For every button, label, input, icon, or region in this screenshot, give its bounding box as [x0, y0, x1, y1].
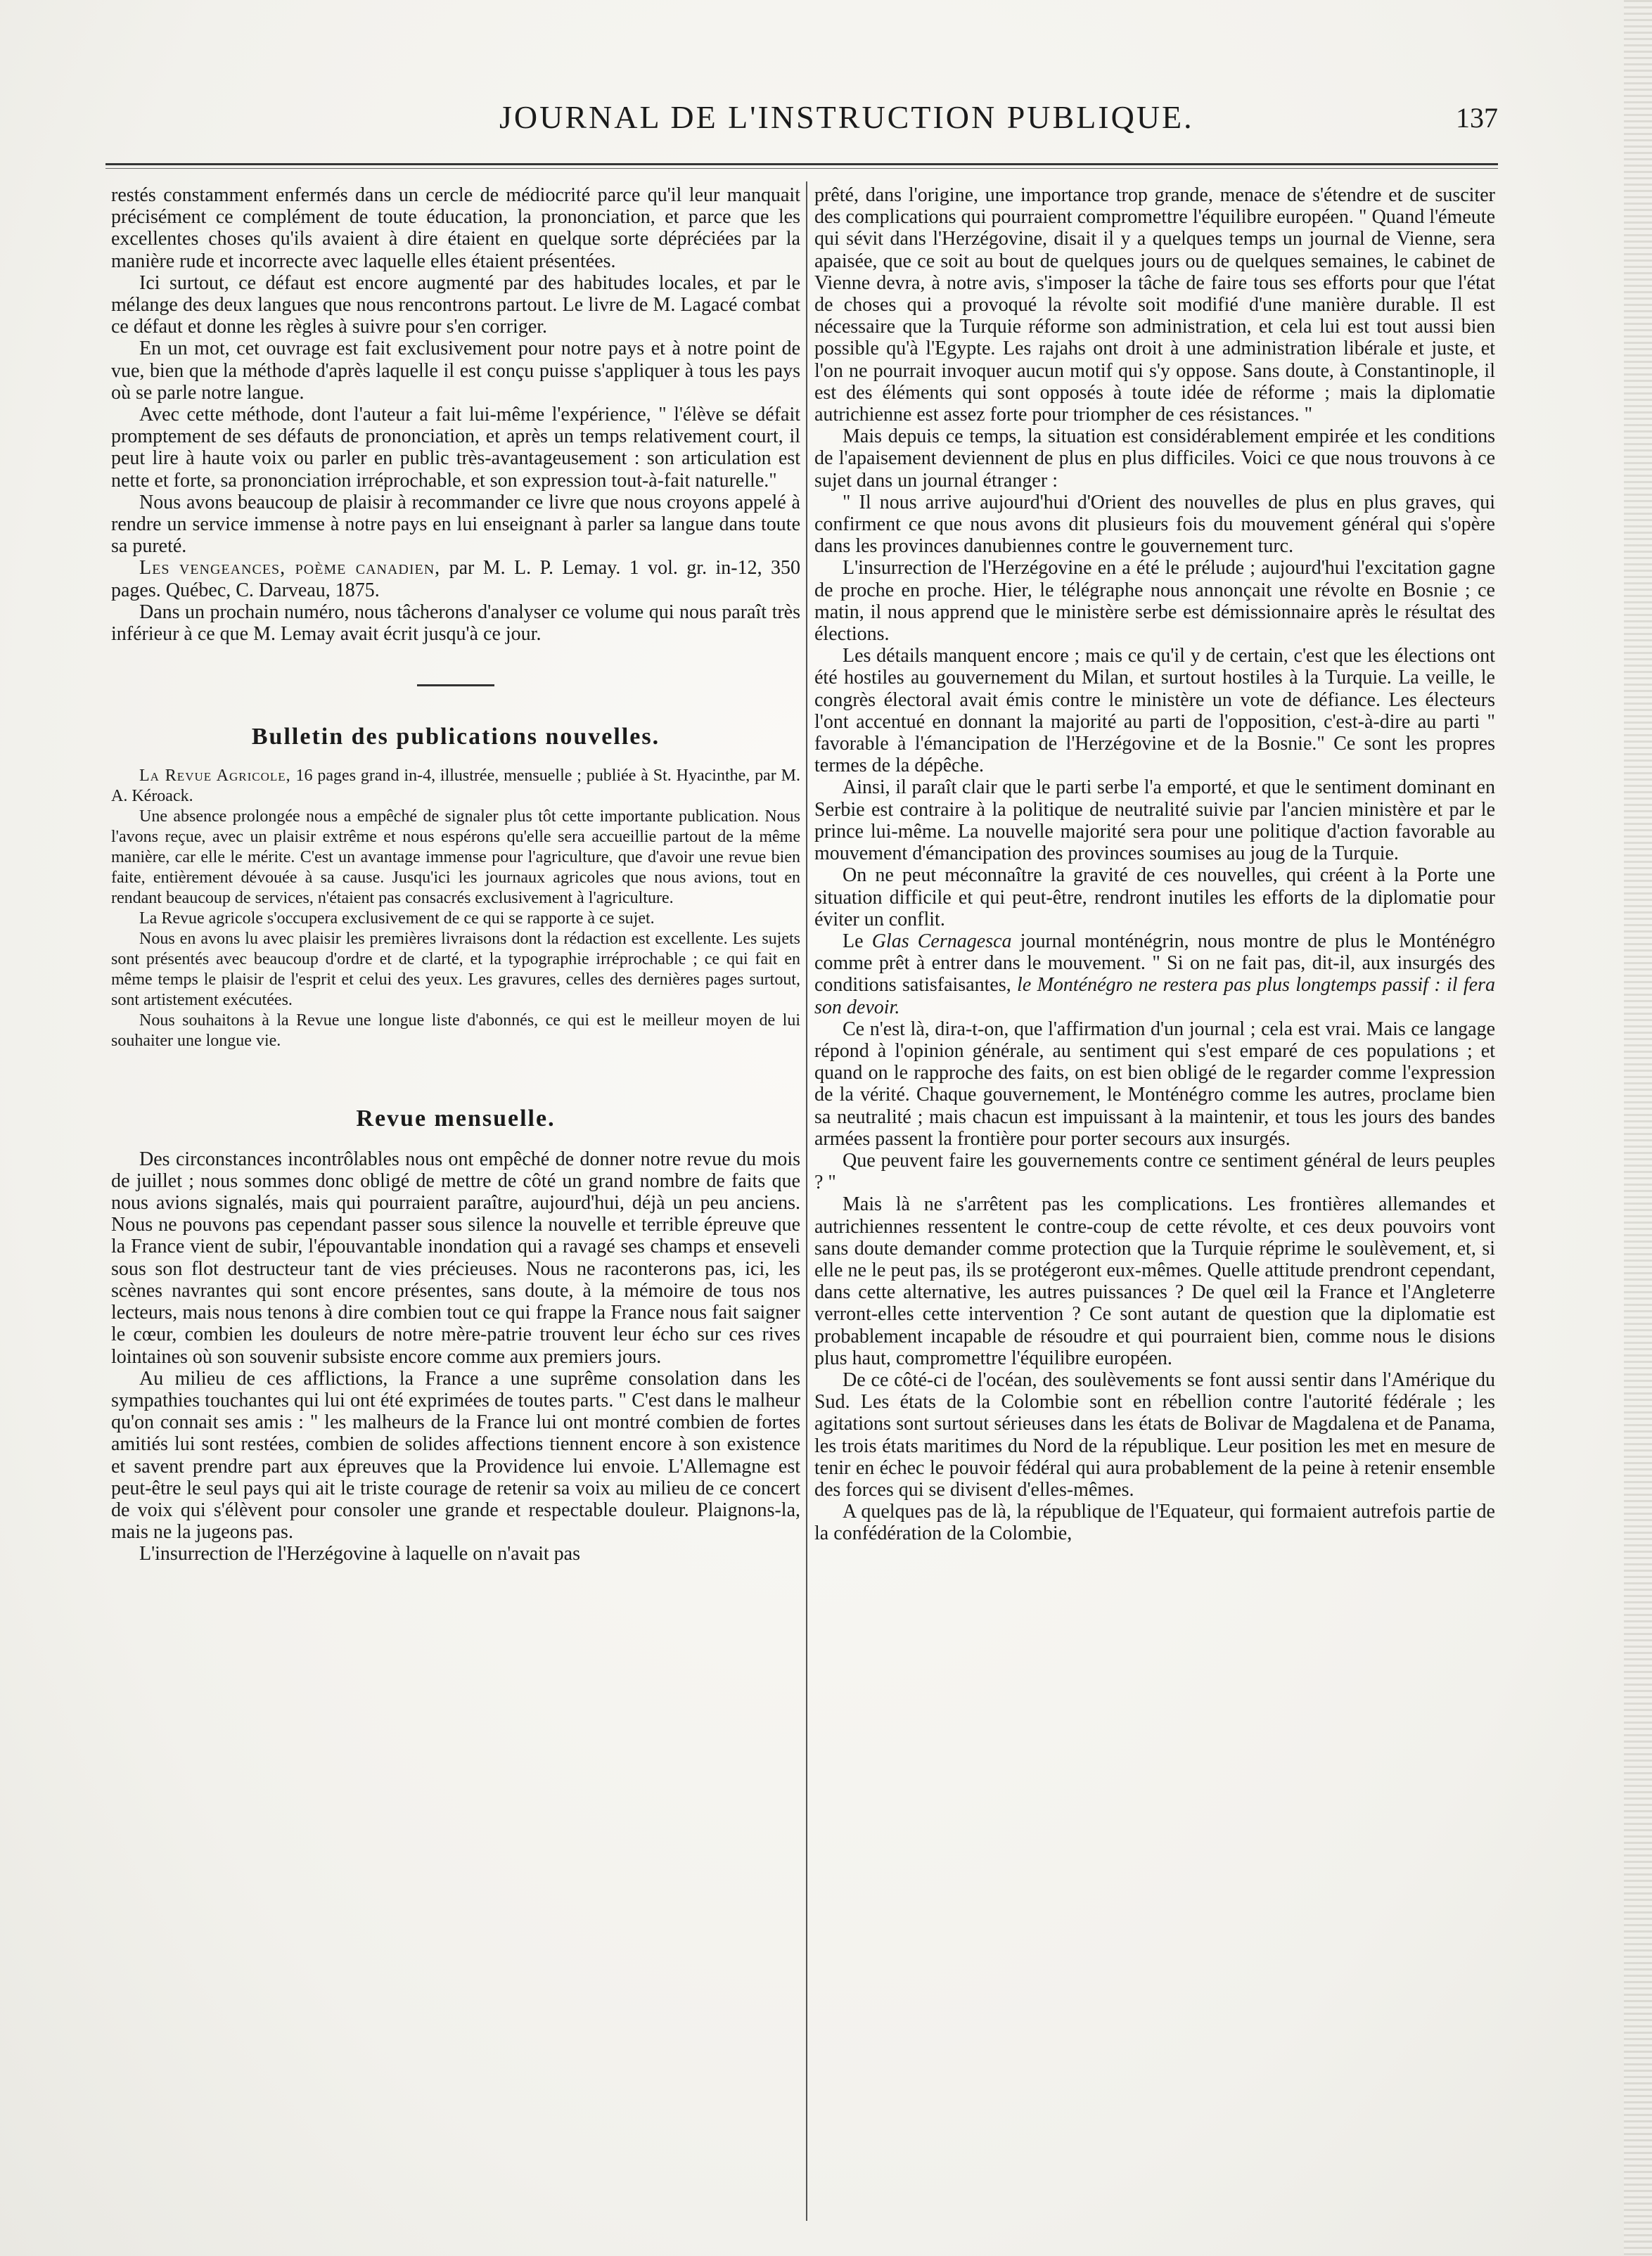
paragraph: Avec cette méthode, dont l'auteur a fait lui-même l'expérience, " l'élève se défait promptement de ses défauts de prononciation, et après un temps relativement court, il peut lire à haute voix ou parler en public très-avantageusement : son articulation est nette et forte, sa prononciation irréprochable, et son expression tout-à-fait naturelle." [111, 404, 800, 492]
publication-notice [111, 766, 800, 807]
publication-title: La Revue Agricole, [139, 767, 291, 786]
paragraph: On ne peut méconnaître la gravité de ces nouvelles, qui créent à la Porte une situation difficile et qui peut-être, rendront inutiles les efforts de la diplomatie pour éviter un conflit. [814, 864, 1495, 930]
publication-details: 16 pages grand in-4, illustrée, mensuelle ; publiée à St. Hyacinthe, par M. A. Kéroack. [111, 767, 800, 806]
paragraph: En un mot, cet ouvrage est fait exclusivement pour notre pays et à notre point de vue, bien que la méthode d'après laquelle il est conçu puisse s'appliquer à tous les pays où se parle notre langue. [111, 338, 800, 404]
paragraph: Une absence prolongée nous a empêché de signaler plus tôt cette importante publication. Nous l'avons reçue, avec un plaisir extrême et nous espérons qu'elle sera accueillie partout de la même manière, car elle le mérite. C'est un avantage immense pour l'agriculture, que d'avoir une revue bien faite, entièrement dévouée à sa cause. Jusqu'ici les journaux agricoles que nous avions, tout en rendant beaucoup de services, n'étaient pas consacrés exclusivement à l'agriculture. [111, 807, 800, 908]
quoted-text: le Monténégro ne restera pas plus longtemps passif : il fera son devoir. [814, 974, 1495, 1018]
paragraph: Mais depuis ce temps, la situation est considérablement empirée et les conditions de l'apaisement deviennent de plus en plus difficiles. Voici ce que nous trouvons à ce sujet dans un journal étranger : [814, 425, 1495, 492]
paragraph: Nous en avons lu avec plaisir les premières livraisons dont la rédaction est excellente. Les sujets sont présentés avec beaucoup d'ordre et de clarté, et la typographie irréprochable ; ce qui fait en même temps le plaisir de l'esprit et celui des yeux. Les gravures, celles des dernières pages surtout, sont artistement exécutées. [111, 930, 800, 1010]
header-rule [105, 163, 1498, 169]
paragraph: Au milieu de ces afflictions, la France a une suprême consolation dans les sympathies touchantes qui lui ont été exprimées de toutes parts. " C'est dans le malheur qu'on connait ses amis : " les malheurs de la France lui ont montré combien de fortes amitiés lui sont restées, combien de solides affections tiennent encore à son existence et savent prendre part aux épreuves que la Providence lui envoie. L'Allemagne est peut-être le seul pays qui ait le triste courage de retenir sa voix au milieu de ce concert de voix qui s'élèvent pour consoler une grande et respectable douleur. Plaignons-la, mais ne la jugeons pas. [111, 1367, 800, 1544]
paragraph: Mais là ne s'arrêtent pas les complications. Les frontières allemandes et autrichiennes ressentent le contre-coup de cette révolte, et ces deux pouvoirs vont sans doute demander comme protection que la Turquie réprime le soulèvement, et, si elle ne le peut pas, ils se protégeront eux-mêmes. Quelle attitude prendront cependant, dans cette alternative, les autres puissances ? De quel œil la France et l'Angleterre verront-elles cette intervention ? Ce sont autant de question que la diplomatie est probablement incapable de résoudre et qui pourraient bien, comme nous le disions plus haut, compromettre l'équilibre européen. [814, 1193, 1495, 1369]
paragraph: Ce n'est là, dira-t-on, que l'affirmation d'un journal ; cela est vrai. Mais ce langage répond à l'opinion générale, au sentiment qui s'est emparé de ces populations ; et quand on le rapproche des faits, on est bien obligé de le regarder comme l'expression de la vérité. Chaque gouvernement, le Monténégro comme les autres, proclame bien sa neutralité ; mais chacun est impuissant à la maintenir, et tous les jours des bandes armées passent la frontière pour porter secours aux insurgés. [814, 1018, 1495, 1150]
text-run: Le [843, 930, 872, 952]
paragraph: La Revue agricole s'occupera exclusivement de ce qui se rapporte à ce sujet. [139, 909, 655, 928]
text-run: journal monténégrin, nous montre de plus le Monténégro comme prêt à entrer dans le mouvement. " Si on ne fait pas, dit-il, aux insurgés des conditions satisfaisantes, [814, 930, 1495, 996]
page-number: 137 [1456, 102, 1498, 134]
newspaper-title: Glas Cernagesca [871, 930, 1012, 952]
paragraph [814, 930, 1495, 1018]
book-notice [111, 557, 800, 601]
paragraph: A quelques pas de là, la république de l'Equateur, qui formaient autrefois partie de la confédération de la Colombie, [814, 1501, 1495, 1545]
paragraph: Les détails manquent encore ; mais ce qu'il y de certain, c'est que les élections ont été hostiles au gouvernement du Milan, et surtout hostiles à la Turquie. La veille, le congrès électoral avait émis contre le ministère un vote de défiance. Les électeurs l'ont accentué en donnant la majorité au parti de l'opposition, c'est-à-dire au parti " favorable à l'émancipation de l'Herzégovine et de la Bosnie." Ce sont les propres termes de la dépêche. [814, 645, 1495, 777]
running-title: JOURNAL DE L'INSTRUCTION PUBLIQUE. [499, 99, 1194, 135]
scan-edge-noise [1624, 0, 1652, 2256]
book-details: par M. L. P. Lemay. 1 vol. gr. in-12, 350 pages. Québec, C. Darveau, 1875. [111, 557, 800, 601]
right-column [814, 184, 1495, 2224]
section-divider [417, 684, 494, 686]
paragraph: Des circonstances incontrôlables nous ont empêché de donner notre revue du mois de juillet ; nous sommes donc obligé de mettre de côté un grand nombre de faits que nous avions signalés, mais qui pourraient paraître, aujourd'hui, déjà un peu anciens. Nous ne pouvons pas cependant passer sous silence la nouvelle et terrible épreuve que la France vient de subir, l'épouvantable inondation qui a ravagé ses champs et enseveli sous son flot destructeur tant de vies précieuses. Nous ne raconterons pas, ici, les scènes navrantes qui sont encore présentes, sans doute, à la mémoire de tous nos lecteurs, mais nous tenons à dire combien tout ce qui frappe la France nous fait saigner le cœur, combien les douleurs de notre mère-patrie trouvent leur écho sur ces rives lointaines où son souvenir subsiste encore comme aux premiers jours. [111, 1148, 800, 1368]
column-divider [806, 181, 807, 2221]
paragraph: " Il nous arrive aujourd'hui d'Orient des nouvelles de plus en plus graves, qui confirment ce que nous avons dit plusieurs fois du mouvement général qui s'opère dans les provinces danubiennes contre le gouvernement turc. [814, 491, 1495, 558]
paragraph: Ici surtout, ce défaut est encore augmenté par des habitudes locales, et par le mélange des deux langues que nous rencontrons partout. Le livre de M. Lagacé combat ce défaut et donne les règles à suivre pour s'en corriger. [111, 271, 800, 338]
paragraph: Ainsi, il paraît clair que le parti serbe l'a emporté, et que le sentiment dominant en Serbie est contraire à la politique de neutralité suivie par l'ancien ministère et par le prince lui-même. La nouvelle majorité sera pour une politique d'action favorable au mouvement d'émancipation des provinces soumises au joug de la Turquie. [814, 776, 1495, 865]
left-column [111, 184, 800, 2224]
paragraph: prêté, dans l'origine, une importance trop grande, menace de s'étendre et de susciter des complications qui pourraient compromettre l'équilibre européen. " Quand l'émeute qui sévit dans l'Herzégovine, disait il y a quelques temps un journal de Vienne, sera apaisée, que ce soit au bout de quelques jours ou de quelques semaines, le cabinet de Vienne devra, à notre avis, s'imposer la tâche de faire tous ses efforts pour que l'état de choses qui a provoqué la révolte soit modifié d'une manière durable. Il est nécessaire que la Turquie réforme son administration, et cela lui est tout aussi bien possible qu'à l'Egypte. Les rajahs ont droit à une administration libérale et juste, et l'on ne pourrait invoquer aucun motif qui s'y oppose. Sans doute, à Constantinople, il est des éléments qui sont opposés à toute idée de réforme ; mais la diplomatie autrichienne est assez forte pour triompher de ces résistances. " [814, 184, 1495, 426]
page-header [105, 98, 1512, 148]
book-title: Les vengeances, poème canadien, [139, 557, 441, 579]
paragraph: restés constamment enfermés dans un cercle de médiocrité parce qu'il leur manquait précisément ce complément de toute éducation, la prononciation, et parce que les excellentes choses qu'ils avaient à dire étaient en quelque sorte dépréciées par la manière rude et incorrecte avec laquelle elles étaient présentées. [111, 184, 800, 272]
revue-heading: Revue mensuelle. [356, 1105, 556, 1132]
paragraph: De ce côté-ci de l'océan, des soulèvements se font aussi sentir dans l'Amérique du Sud. Les états de la Colombie sont en rébellion contre l'autorité fédérale ; les agitations sont surtout sérieuses dans les états de Bolivar de Magdalena et de Panama, les trois états maritimes du Nord de la république. Leur position les met en mesure de tenir en échec le pouvoir fédéral qui aura probablement de la peine à retenir ensemble des forces qui se divisent d'elles-mêmes. [814, 1369, 1495, 1501]
paragraph: Nous avons beaucoup de plaisir à recommander ce livre que nous croyons appelé à rendre un service immense à notre pays en lui enseignant à parler sa langue dans toute sa pureté. [111, 491, 800, 558]
paragraph: L'insurrection de l'Herzégovine en a été le prélude ; aujourd'hui l'excitation gagne de proche en proche. Hier, le télégraphe nous annonçait une révolte en Bosnie ; ce matin, il nous apprend que le ministère serbe est démissionnaire après le résultat des élections. [814, 557, 1495, 646]
bulletin-heading: Bulletin des publications nouvelles. [251, 724, 660, 750]
paragraph: Dans un prochain numéro, nous tâcherons d'analyser ce volume qui nous paraît très inférieur à ce que M. Lemay avait écrit jusqu'à ce jour. [111, 601, 800, 646]
paragraph: Nous souhaitons à la Revue une longue liste d'abonnés, ce qui est le meilleur moyen de lui souhaiter une longue vie. [111, 1011, 800, 1051]
paragraph: Que peuvent faire les gouvernements contre ce sentiment général de leurs peuples ? " [814, 1149, 1495, 1194]
paragraph: L'insurrection de l'Herzégovine à laquelle on n'avait pas [139, 1543, 581, 1565]
